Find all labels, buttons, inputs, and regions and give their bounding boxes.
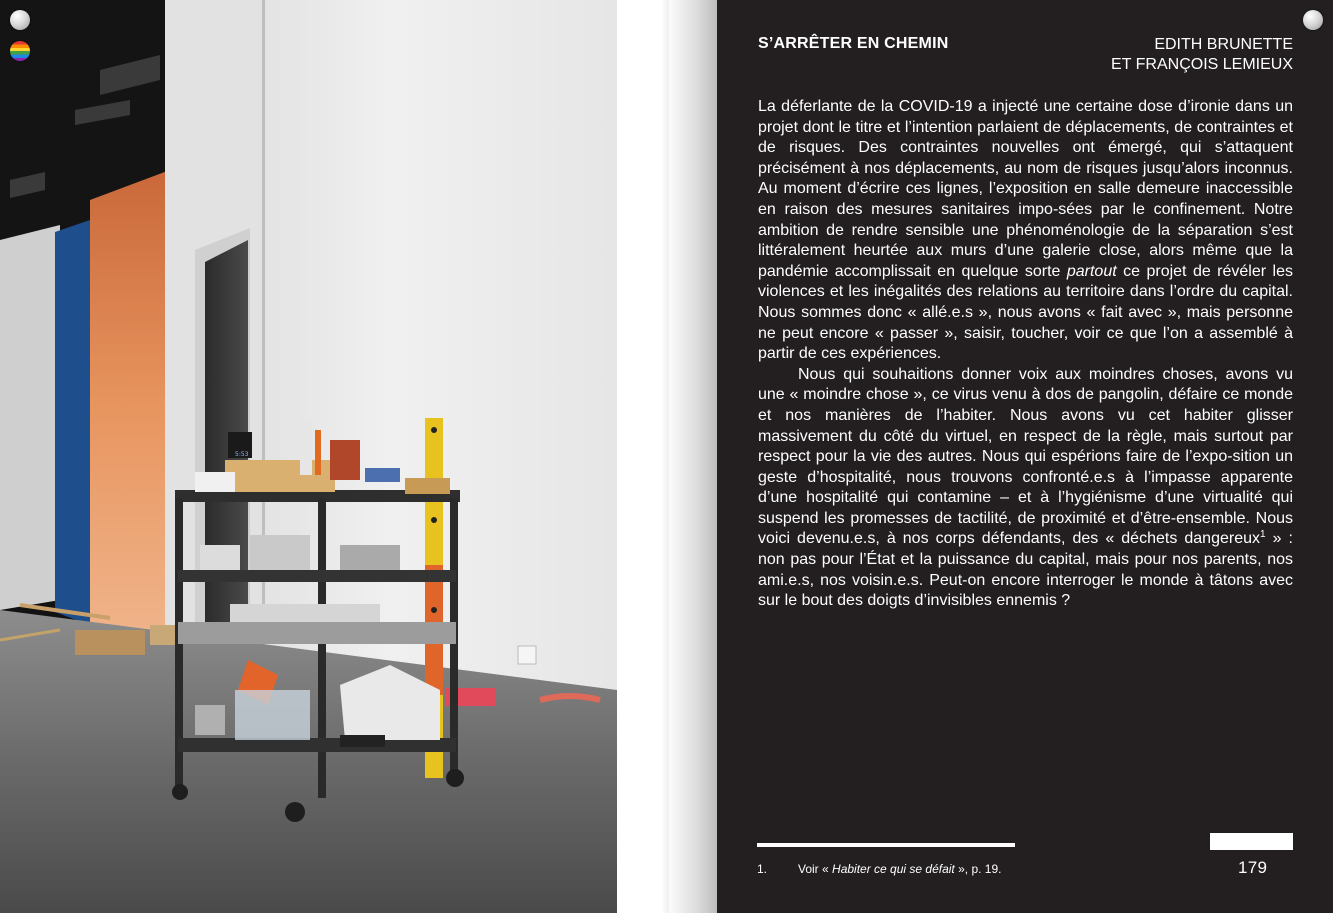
color-wheel-icon[interactable] bbox=[10, 41, 30, 61]
body-text bbox=[758, 97, 1293, 612]
author-line-2: ET FRANÇOIS LEMIEUX bbox=[1111, 56, 1293, 73]
footnote-title: Habiter ce qui se défait bbox=[832, 862, 955, 876]
gallery-photo bbox=[0, 0, 617, 913]
emphasis: partout bbox=[1066, 262, 1117, 280]
gallery-photo-illustration bbox=[0, 0, 617, 913]
author-line-1: EDITH BRUNETTE bbox=[1154, 36, 1293, 53]
circle-button-icon[interactable] bbox=[10, 10, 30, 30]
page-edge bbox=[617, 0, 669, 913]
text-page bbox=[717, 0, 1333, 913]
back-wall bbox=[0, 225, 60, 610]
page-number: 179 bbox=[1238, 858, 1268, 877]
paragraph-2: Nous qui souhaitions donner voix aux moindres choses, avons vu une « moindre chose », ce virus venu à dos de pangolin, défaire ce monde et nos manières de l’habiter. Nous avons vu cet habiter glisser massivement du côté du virtuel, en respect de la règle, mais surtout par respect pour la vie des autres. Nous qui espérions faire de l’expo-sition un geste d’hospitalité, nous trouvons confronté.e.s à l’impasse apparente d’une hospitalité qui contamine – et à l’hygiénisme d’une virtualité qui suspend les promesses de tactilité, de proximité et d’être-ensemble. Nous voici devenu.e.s, à nos corps défendants, des « déchets dangereux$^1$ » : non pas pour l’État et la puissance du capital, mais pour nos parents, nos ami.e.s, nos voisin.e.s. Peut-on encore interroger le monde à tâtons avec sur le bout des doigts d’invisibles ennemis ? bbox=[758, 365, 1294, 610]
blue-wall bbox=[55, 220, 90, 625]
footnote-marker[interactable]: 1 bbox=[1260, 529, 1266, 541]
page-title: S’ARRÊTER EN CHEMIN bbox=[758, 35, 949, 52]
circle-button-icon[interactable] bbox=[1303, 10, 1323, 30]
page-number-bar bbox=[1210, 833, 1293, 850]
monitor-clock: 5:53 bbox=[235, 451, 249, 458]
paragraph-1: La déferlante de la COVID-19 a injecté une certaine dose d’ironie dans un projet dont le titre et l’intention parlaient de déplacements, de contraintes et de risques. Des contraintes nouvelles ont émergé, qui s’attaquent précisément à nos déplacements, au nom de risques jusqu’alors inconnus. Au moment d’écrire ces lignes, l’exposition en salle demeure inaccessible en raison des mesures sanitaires impo-sées par le confinement. Notre ambition de rendre sensible une phénoménologie de la séparation s’est littéralement heurtée aux murs d’une galerie close, alors même que la pandémie accomplissait en quelque sorte partout ce projet de révéler les violences et les inégalités des relations au territoire dans l’ordre du capital. Nous sommes donc « allé.e.s », nous avons « fait avec », mais personne ne peut encore « passer », saisir, toucher, voir ce que l’on a assemblé à partir de ces expériences. bbox=[758, 98, 1293, 363]
footnote-number: 1. bbox=[757, 862, 768, 876]
orange-wall bbox=[90, 170, 170, 645]
authors bbox=[1111, 35, 1293, 75]
footnote-rule bbox=[757, 843, 1015, 847]
footnote: 1. Voir « Habiter ce qui se défait », p. 19. bbox=[757, 862, 1002, 876]
